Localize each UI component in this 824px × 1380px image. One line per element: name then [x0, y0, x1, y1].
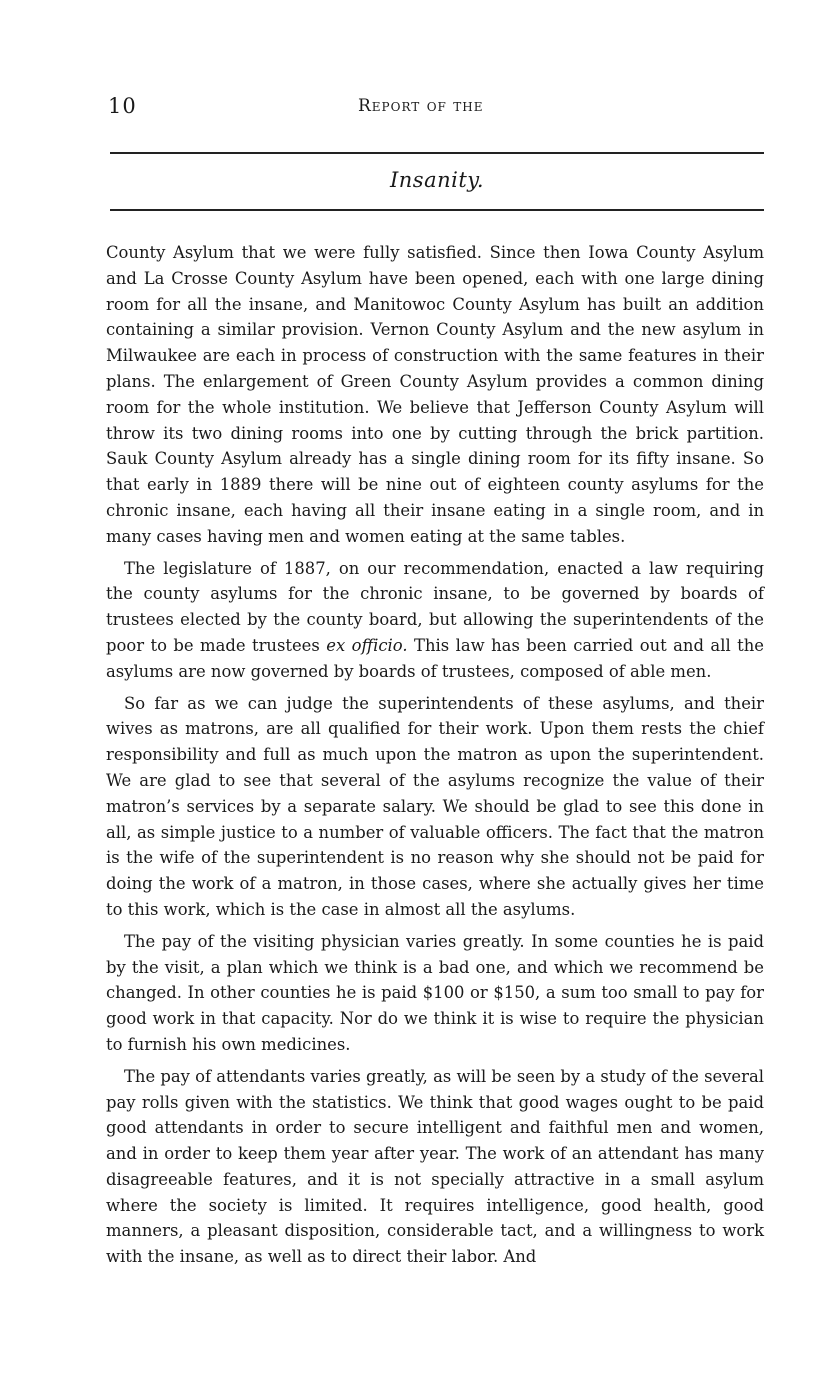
paragraph-3: So far as we can judge the superintendents of these asylums, and their wives as matrons, are all qualified for their work. Upon them rests the chief responsibility and full as much upon the matron as upon the superintendent. We are glad to see that several of the asylums recognize the value of their matron’s services by a separate salary. We should be glad to see this done in all, as simple justice to a number of valuable officers. The fact that the matron is the wife of the superintendent is no reason why she should not be paid for doing the work of a matron, in those cases, where she actually gives her time to this work, which is the case in almost all the asylums. — [106, 693, 764, 919]
paragraph-4: The pay of the visiting physician varies greatly. In some counties he is paid by the visit, a plan which we think is a bad one, and which we recommend be changed. In other counties he is paid $100 or $150, a sum too small to pay for good work in that capacity. Nor do we think it is wise to require the physician to furnish his own medicines. — [106, 931, 764, 1054]
paragraph-2-text-after: This law has been carried out and all the asylums are now governed by boards of trustees, composed of able men. — [106, 635, 764, 681]
header-rule-top — [110, 152, 764, 154]
page-header — [108, 94, 762, 122]
paragraph-5: The pay of attendants varies greatly, as will be seen by a study of the several pay rolls given with the statistics. We think that good wages ought to be paid good attendants in order to secure intelligent and faithful men and women, and in order to keep them year after year. The work of an attendant has many disagreeable features, and it is not specially attractive in a small asylum where the society is limited. It requires intelligence, good health, good manners, a pleasant disposition, considerable tact, and a willingness to work with the insane, as well as to direct their labor. And — [106, 1066, 764, 1267]
header-rule-bottom — [110, 209, 764, 211]
paragraph-2-text-before: The legislature of 1887, on our recommendation, enacted a law requiring the county asylums for the chronic insane, to be governed by boards of trustees elected by the county board, but allowing the superintendents of the poor to be made trustees — [106, 558, 764, 655]
body-text — [106, 240, 764, 1270]
running-head: Report of the — [358, 96, 484, 116]
paragraph-2 — [106, 556, 764, 685]
section-title: Insanity. — [389, 168, 485, 192]
paragraph-2-italic-phrase: ex officio. — [326, 635, 408, 655]
page-number: 10 — [108, 94, 137, 118]
paragraph-1: County Asylum that we were fully satisfied. Since then Iowa County Asylum and La Crosse County Asylum have been opened, each with one large dining room for all the insane, and Manitowoc County Asylum has built an addition containing a similar provision. Vernon County Asylum and the new asylum in Milwaukee are each in process of construction with the same features in their plans. The enlargement of Green County Asylum provides a common dining room for the whole institution. We believe that Jefferson County Asylum will throw its two dining rooms into one by cutting through the brick partition. Sauk County Asylum already has a single dining room for its fifty insane. So that early in 1889 there will be nine out of eighteen county asylums for the chronic insane, each having all their insane eating in a single room, and in many cases having men and women eating at the same tables. — [106, 243, 764, 546]
